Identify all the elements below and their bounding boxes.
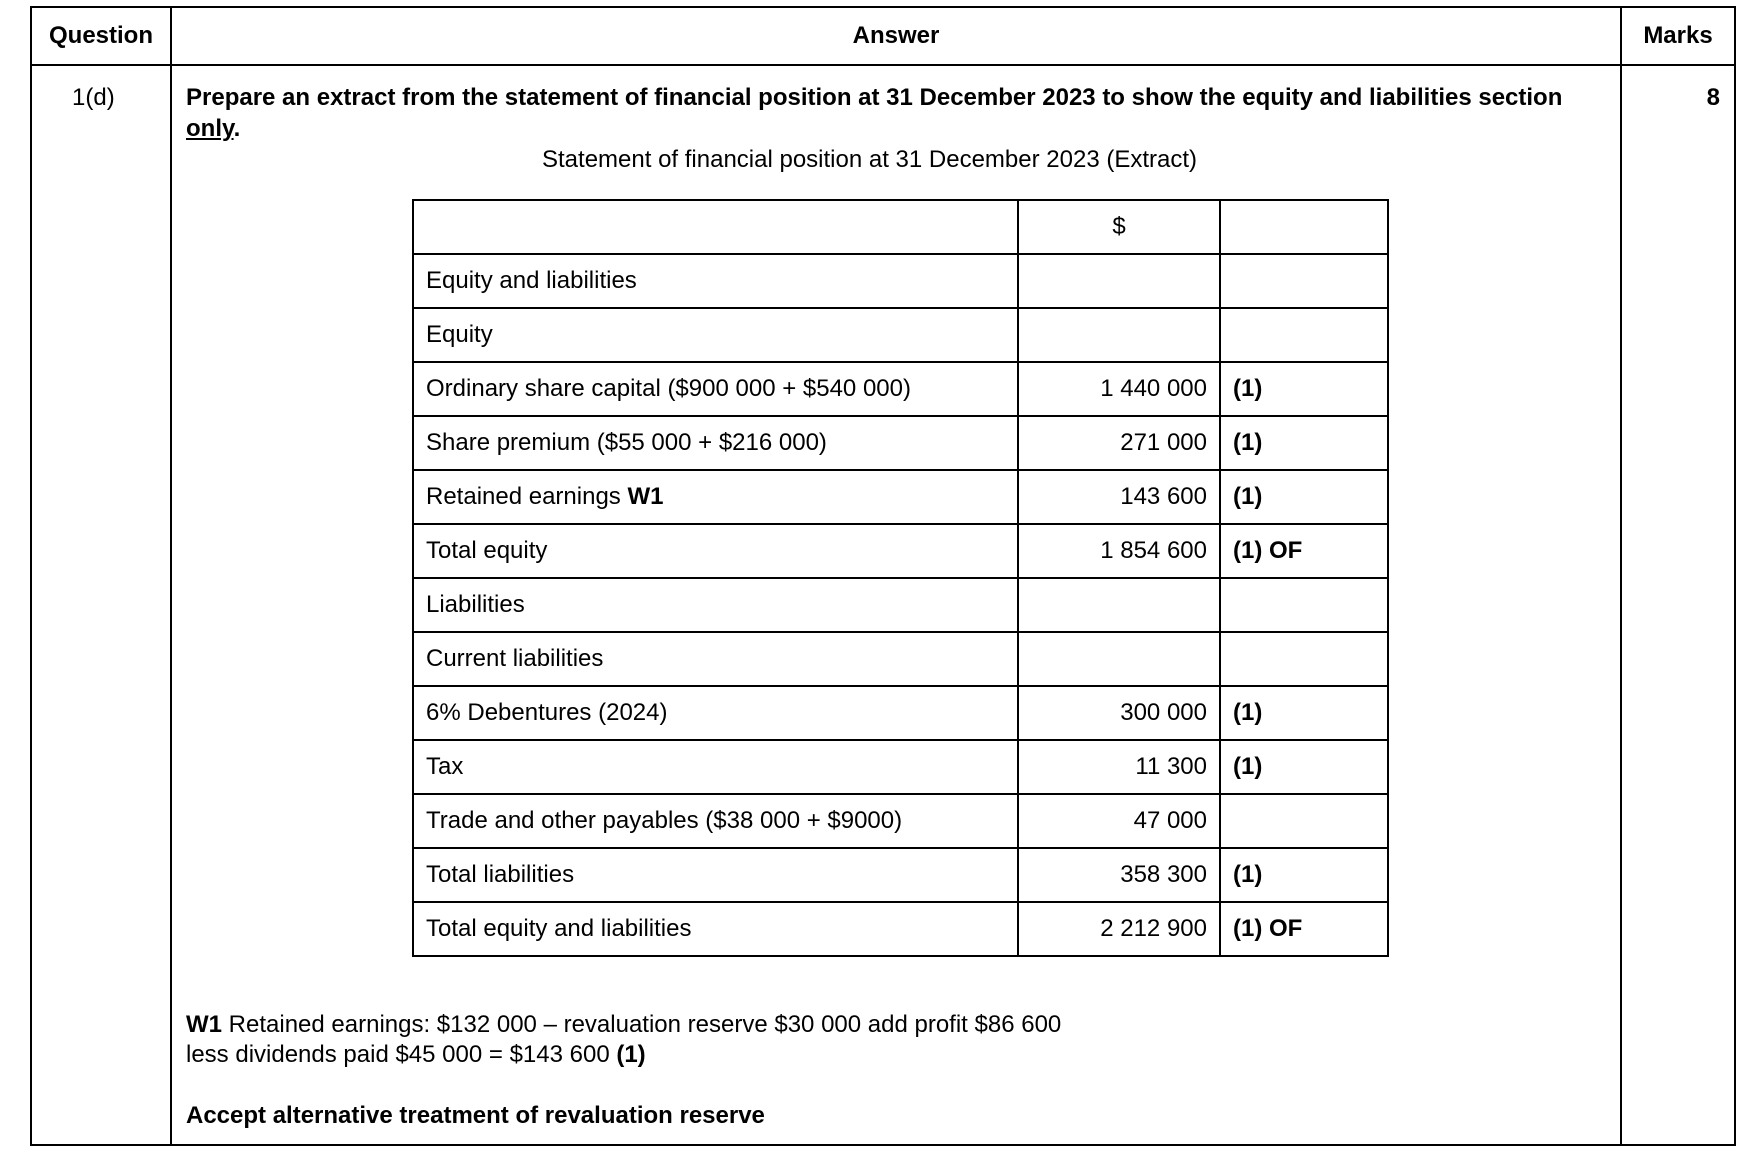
row-mark: (1) bbox=[1220, 848, 1388, 902]
working-mark: (1) bbox=[616, 1041, 646, 1068]
table-row bbox=[413, 254, 1388, 308]
row-mark: (1) bbox=[1220, 470, 1388, 524]
column-divider-marks bbox=[1620, 8, 1622, 1144]
row-mark bbox=[1220, 632, 1388, 686]
header-answer: Answer bbox=[852, 22, 940, 49]
prompt-emphasis: only bbox=[186, 115, 234, 142]
row-label: Current liabilities bbox=[413, 632, 1018, 686]
row-value: 1 440 000 bbox=[1018, 362, 1220, 416]
question-prompt bbox=[186, 82, 1586, 144]
statement-title: Statement of financial position at 31 December 2023 (Extract) bbox=[542, 146, 1198, 173]
prompt-text: Prepare an extract from the statement of financial position at 31 December 2023 to show the equity and liabilities section bbox=[186, 84, 1563, 111]
working-label: W1 bbox=[186, 1011, 222, 1038]
row-label: Trade and other payables ($38 000 + $9000) bbox=[413, 794, 1018, 848]
column-divider-question bbox=[170, 8, 172, 1144]
row-label: Liabilities bbox=[413, 578, 1018, 632]
working-note bbox=[186, 1010, 1061, 1070]
row-value: 11 300 bbox=[1018, 740, 1220, 794]
row-value bbox=[1018, 308, 1220, 362]
row-mark: (1) OF bbox=[1220, 902, 1388, 956]
header-mark-cell bbox=[1220, 200, 1388, 254]
header-question: Question bbox=[48, 22, 153, 49]
row-value bbox=[1018, 632, 1220, 686]
row-mark bbox=[1220, 578, 1388, 632]
table-row bbox=[413, 632, 1388, 686]
table-row bbox=[413, 416, 1388, 470]
row-mark bbox=[1220, 308, 1388, 362]
table-header-row bbox=[413, 200, 1388, 254]
working-text-2: less dividends paid $45 000 = $143 600 bbox=[186, 1041, 617, 1068]
marks-total: 8 bbox=[1706, 84, 1720, 111]
row-label: Share premium ($55 000 + $216 000) bbox=[413, 416, 1018, 470]
working-line-2 bbox=[186, 1040, 1061, 1070]
row-mark: (1) bbox=[1220, 362, 1388, 416]
mark-scheme-table bbox=[30, 6, 1736, 1146]
working-reference: W1 bbox=[627, 483, 664, 510]
row-value: 1 854 600 bbox=[1018, 524, 1220, 578]
row-label: Ordinary share capital ($900 000 + $540 000) bbox=[413, 362, 1018, 416]
row-value: 271 000 bbox=[1018, 416, 1220, 470]
header-divider bbox=[32, 64, 1734, 66]
row-mark: (1) bbox=[1220, 416, 1388, 470]
row-label: Equity bbox=[413, 308, 1018, 362]
table-row bbox=[413, 470, 1388, 524]
row-mark bbox=[1220, 794, 1388, 848]
table-row bbox=[413, 524, 1388, 578]
row-value bbox=[1018, 578, 1220, 632]
row-value: 47 000 bbox=[1018, 794, 1220, 848]
row-mark: (1) bbox=[1220, 740, 1388, 794]
accept-note: Accept alternative treatment of revaluation reserve bbox=[186, 1102, 765, 1129]
row-label: Retained earnings bbox=[426, 483, 621, 510]
working-line-1 bbox=[186, 1010, 1061, 1040]
table-row bbox=[413, 362, 1388, 416]
row-label: Total equity and liabilities bbox=[413, 902, 1018, 956]
row-label-cell bbox=[413, 470, 1018, 524]
row-label: Equity and liabilities bbox=[413, 254, 1018, 308]
row-label: Tax bbox=[413, 740, 1018, 794]
row-label: 6% Debentures (2024) bbox=[413, 686, 1018, 740]
question-number: 1(d) bbox=[72, 84, 115, 111]
row-label: Total equity bbox=[413, 524, 1018, 578]
prompt-end: . bbox=[233, 115, 241, 142]
row-value: 300 000 bbox=[1018, 686, 1220, 740]
table-row bbox=[413, 794, 1388, 848]
row-value: 2 212 900 bbox=[1018, 902, 1220, 956]
table-row bbox=[413, 740, 1388, 794]
statement-table bbox=[412, 199, 1389, 957]
row-mark bbox=[1220, 254, 1388, 308]
table-row bbox=[413, 902, 1388, 956]
header-label-cell bbox=[413, 200, 1018, 254]
table-row bbox=[413, 848, 1388, 902]
row-value: 358 300 bbox=[1018, 848, 1220, 902]
table-row bbox=[413, 686, 1388, 740]
header-marks: Marks bbox=[1643, 22, 1713, 49]
row-label: Total liabilities bbox=[413, 848, 1018, 902]
working-text-1: Retained earnings: $132 000 – revaluation reserve $30 000 add profit $86 600 bbox=[222, 1011, 1062, 1038]
row-mark: (1) bbox=[1220, 686, 1388, 740]
row-value: 143 600 bbox=[1018, 470, 1220, 524]
row-mark: (1) OF bbox=[1220, 524, 1388, 578]
table-row bbox=[413, 578, 1388, 632]
table-row bbox=[413, 308, 1388, 362]
currency-header: $ bbox=[1018, 200, 1220, 254]
row-value bbox=[1018, 254, 1220, 308]
